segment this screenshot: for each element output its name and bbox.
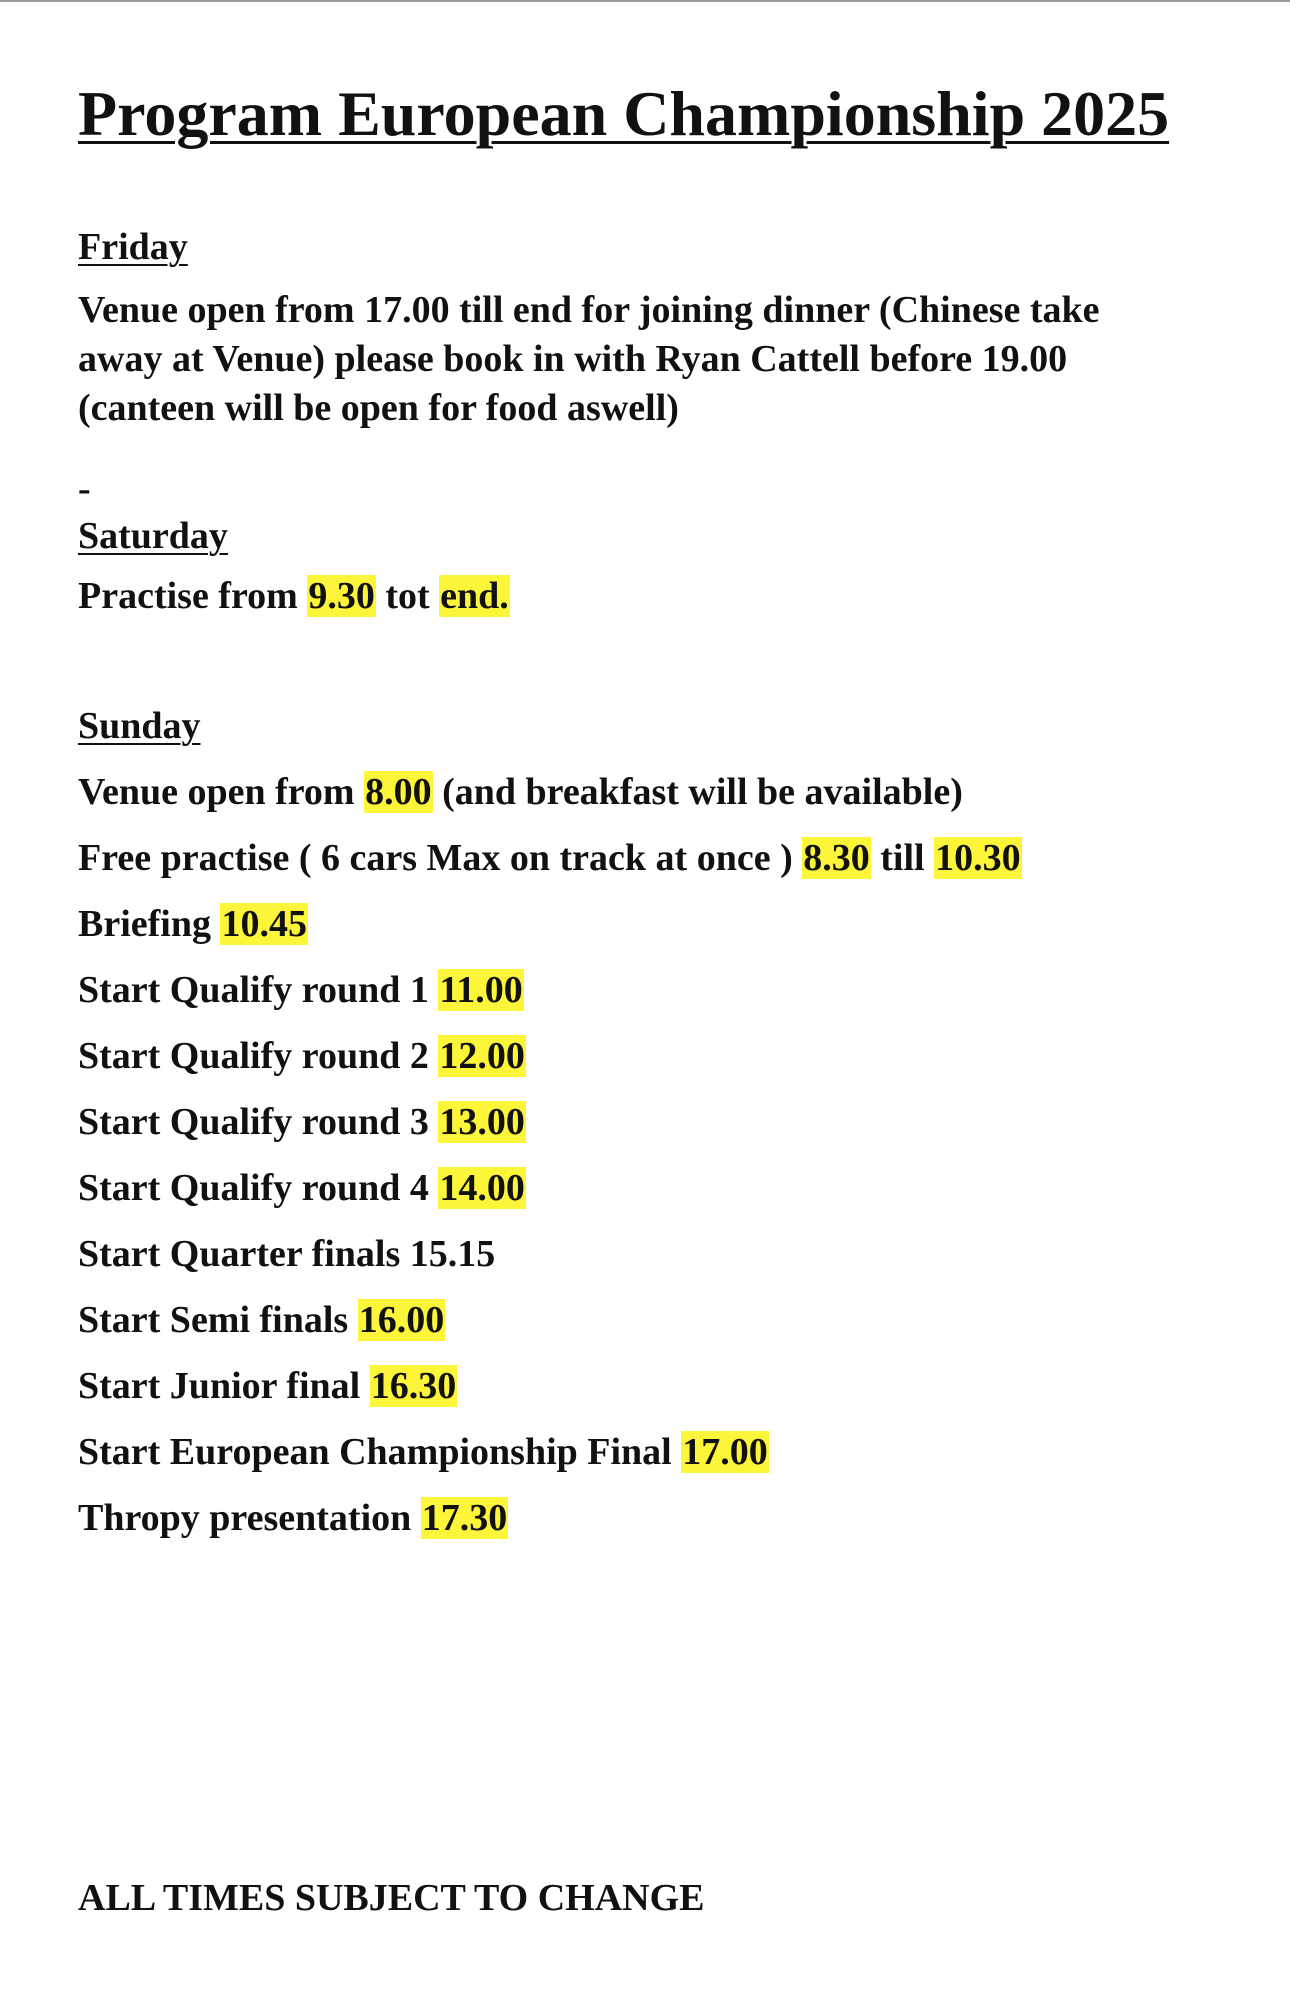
championship-final-line bbox=[78, 1419, 1248, 1485]
sunday-venue-post: (and breakfast will be available) bbox=[432, 771, 963, 813]
sunday-venue-line bbox=[78, 759, 1248, 825]
separator-dash: - bbox=[78, 468, 91, 510]
sunday-section bbox=[78, 701, 1248, 1551]
free-practise-to: 10.30 bbox=[935, 837, 1021, 879]
qualify-round-3-label: Start Qualify round 3 bbox=[78, 1101, 439, 1143]
qualify-round-4-label: Start Qualify round 4 bbox=[78, 1167, 439, 1209]
qualify-round-1-label: Start Qualify round 1 bbox=[78, 969, 439, 1011]
qualify-round-2-line bbox=[78, 1023, 1248, 1089]
briefing-line bbox=[78, 891, 1248, 957]
qualify-round-4-line bbox=[78, 1155, 1248, 1221]
quarter-finals-line bbox=[78, 1221, 1248, 1287]
sunday-venue-label: Venue open from bbox=[78, 771, 365, 813]
saturday-practise-end: end. bbox=[440, 575, 509, 617]
trophy-presentation-time: 17.30 bbox=[421, 1497, 508, 1539]
semi-finals-line bbox=[78, 1287, 1248, 1353]
saturday-practise-label: Practise from bbox=[78, 575, 308, 617]
free-practise-from: 8.30 bbox=[803, 837, 870, 879]
briefing-label: Briefing bbox=[78, 903, 221, 945]
saturday-practise-line bbox=[78, 561, 1248, 631]
friday-section bbox=[78, 222, 1248, 433]
junior-final-line bbox=[78, 1353, 1248, 1419]
qualify-round-3-line bbox=[78, 1089, 1248, 1155]
junior-final-time: 16.30 bbox=[370, 1365, 457, 1407]
sunday-venue-time: 8.00 bbox=[365, 771, 432, 813]
friday-line-3: (canteen will be open for food aswell) bbox=[78, 387, 679, 429]
top-border bbox=[0, 0, 1290, 2]
sunday-heading: Sunday bbox=[78, 705, 201, 747]
free-practise-label: Free practise ( 6 cars Max on track at once ) bbox=[78, 837, 803, 879]
saturday-heading: Saturday bbox=[78, 515, 228, 557]
free-practise-mid: till bbox=[870, 837, 935, 879]
junior-final-label: Start Junior final bbox=[78, 1365, 370, 1407]
page-title: Program European Championship 2025 bbox=[78, 78, 1170, 149]
qualify-round-3-time: 13.00 bbox=[439, 1101, 525, 1143]
semi-finals-time: 16.00 bbox=[358, 1299, 445, 1341]
saturday-section bbox=[78, 511, 1248, 631]
qualify-round-2-time: 12.00 bbox=[439, 1035, 525, 1077]
quarter-finals-label: Start Quarter finals 15.15 bbox=[78, 1233, 496, 1275]
championship-final-label: Start European Championship Final bbox=[78, 1431, 682, 1473]
qualify-round-2-label: Start Qualify round 2 bbox=[78, 1035, 439, 1077]
program-document bbox=[78, 70, 1248, 1551]
friday-line-1: Venue open from 17.00 till end for joining dinner (Chinese take bbox=[78, 289, 1100, 331]
friday-heading: Friday bbox=[78, 226, 188, 268]
saturday-practise-time: 9.30 bbox=[308, 575, 375, 617]
trophy-presentation-line bbox=[78, 1485, 1248, 1551]
friday-line-2: away at Venue) please book in with Ryan Cattell before 19.00 bbox=[78, 338, 1068, 380]
footer-notice: ALL TIMES SUBJECT TO CHANGE bbox=[78, 1877, 705, 1919]
saturday-practise-mid: tot bbox=[375, 575, 440, 617]
free-practise-line bbox=[78, 825, 1248, 891]
qualify-round-1-time: 11.00 bbox=[439, 969, 523, 1011]
friday-text bbox=[78, 286, 1248, 433]
qualify-round-4-time: 14.00 bbox=[439, 1167, 525, 1209]
trophy-presentation-label: Thropy presentation bbox=[78, 1497, 421, 1539]
qualify-round-1-line bbox=[78, 957, 1248, 1023]
championship-final-time: 17.00 bbox=[682, 1431, 768, 1473]
briefing-time: 10.45 bbox=[221, 903, 307, 945]
semi-finals-label: Start Semi finals bbox=[78, 1299, 358, 1341]
